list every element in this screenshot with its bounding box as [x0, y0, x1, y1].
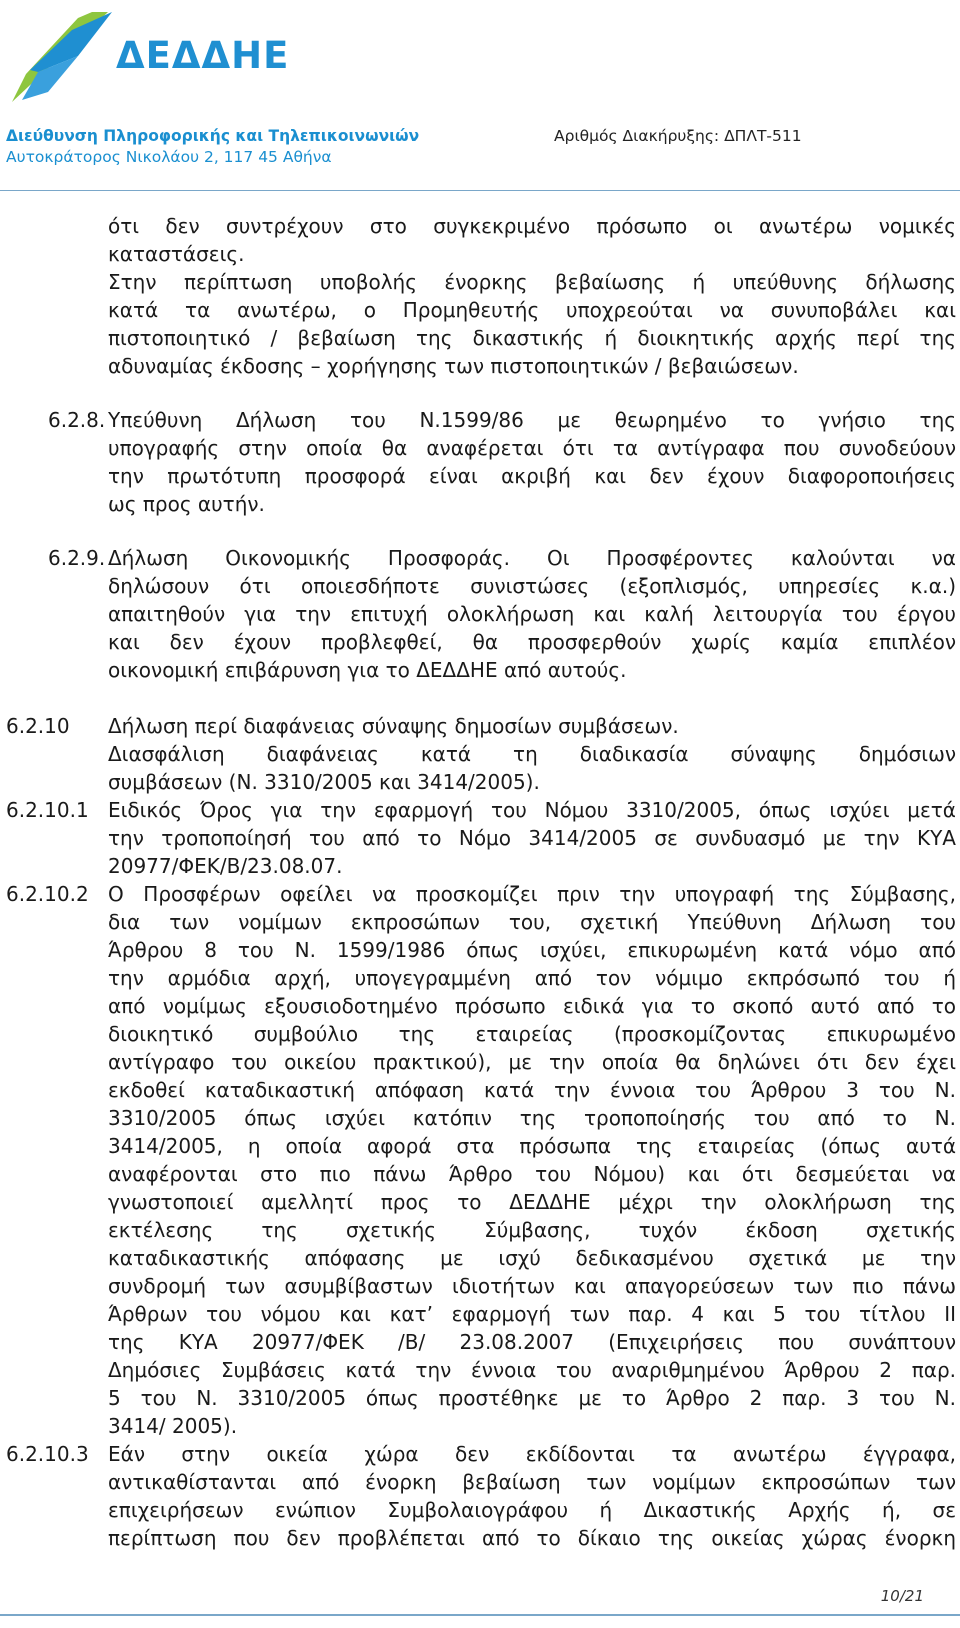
section-6-2-8 [48, 406, 956, 518]
text-line: περίπτωση που δεν προβλέπεται από το δίκαιο της οικείας χώρας ένορκη [108, 1526, 956, 1550]
text-line: καταδικαστικής απόφασης με ισχύ δεδικασμένου σχετικά με την [108, 1246, 956, 1270]
text-line: κατά τα ανωτέρω, ο Προμηθευτής υποχρεούται να συνυποβάλει και [108, 298, 956, 322]
document-body [0, 212, 960, 1552]
section-6-2-10-3 [6, 1440, 956, 1552]
text-line: και δεν έχουν προβλεφθεί, θα προσφερθούν χωρίς καμία επιπλέον [108, 630, 956, 654]
text-line: Ειδικός Όρος για την εφαρμογή του Νόμου 3310/2005, όπως ισχύει μετά [108, 798, 956, 822]
text-line: ότι δεν συντρέχουν στο συγκεκριμένο πρόσωπο οι ανωτέρω νομικές [108, 214, 956, 238]
text-line: απαιτηθούν για την επιτυχή ολοκλήρωση και καλή λειτουργία του έργου [108, 602, 956, 626]
text-line: γνωστοποιεί αμελλητί προς το ΔΕΔΔΗΕ μέχρι την ολοκλήρωση της [108, 1190, 956, 1214]
text-line: Δήλωση Οικονομικής Προσφοράς. Οι Προσφέροντες καλούνται να [108, 546, 956, 570]
address: Αυτοκράτορος Νικολάου 2, 117 45 Αθήνα [6, 148, 332, 166]
text-line: επιχειρήσεων ενώπιον Συμβολαιογράφου ή Δικαστικής Αρχής ή, σε [108, 1498, 956, 1522]
text-line: οικονομική επιβάρυνση για το ΔΕΔΔΗΕ από αυτούς. [108, 658, 627, 682]
text-line: 20977/ΦΕΚ/Β/23.08.07. [108, 854, 343, 878]
section-6-2-9 [48, 544, 956, 684]
section-number: 6.2.10.2 [6, 882, 89, 906]
section-number: 6.2.10.1 [6, 798, 89, 822]
text-line: Δήλωση περί διαφάνειας σύναψης δημοσίων συμβάσεων. [108, 714, 679, 738]
text-line: αναφέρονται στο πιο πάνω Άρθρο του Νόμου) και ότι δεσμεύεται να [108, 1162, 956, 1186]
section-6-2-10 [6, 712, 956, 796]
text-line: Δημόσιες Συμβάσεις κατά την έννοια του αναριθμημένου Άρθρου 2 παρ. [108, 1358, 956, 1382]
text-line: ως προς αυτήν. [108, 492, 265, 516]
text-line: συμβάσεων (Ν. 3310/2005 και 3414/2005). [108, 770, 540, 794]
section-number: 6.2.10 [6, 714, 70, 738]
text-line: υπογραφής στην οποία θα αναφέρεται ότι τα αντίγραφα που συνοδεύουν [108, 436, 956, 460]
text-line: Άρθρων του νόμου και κατ’ εφαρμογή των παρ. 4 και 5 του τίτλου ΙΙ [108, 1302, 956, 1326]
logo-text: ΔΕΔΔΗΕ [116, 34, 290, 77]
text-line: καταστάσεις. [108, 242, 245, 266]
text-line: συνδρομή των ασυμβίβαστων ιδιοτήτων και απαγορεύσεων των πιο πάνω [108, 1274, 956, 1298]
header-left [6, 126, 419, 168]
text-line: την πρωτότυπη προσφορά είναι ακριβή και δεν έχουν διαφοροποιήσεις [108, 464, 956, 488]
proclamation-number: Αριθμός Διακήρυξης: ΔΠΛΤ-511 [554, 127, 802, 145]
text-line: της ΚΥΑ 20977/ΦΕΚ /Β/ 23.08.2007 (Επιχειρήσεις που συνάπτουν [108, 1330, 956, 1354]
logo-mark-icon [8, 8, 118, 108]
text-line: 3414/2005, η οποία αφορά στα πρόσωπα της εταιρείας (όπως αυτά [108, 1134, 956, 1158]
text-line: Εάν στην οικεία χώρα δεν εκδίδονται τα ανωτέρω έγγραφα, [108, 1442, 956, 1466]
text-line: 3414/ 2005). [108, 1414, 238, 1438]
text-line: από νομίμως εξουσιοδοτημένο πρόσωπο ειδικά για το σκοπό αυτό από το [108, 994, 956, 1018]
text-line: Ο Προσφέρων οφείλει να προσκομίζει πριν την υπογραφή της Σύμβασης, [108, 882, 956, 906]
text-line: εκτέλεσης της σχετικής Σύμβασης, τυχόν έκδοση σχετικής [108, 1218, 956, 1242]
text-line: την αρμόδια αρχή, υπογεγραμμένη από τον νόμιμο εκπρόσωπό του ή [108, 966, 956, 990]
text-line: δηλώσουν ότι οποιεσδήποτε συνιστώσες (εξοπλισμός, υπηρεσίες κ.α.) [108, 574, 956, 598]
text-line: Στην περίπτωση υποβολής ένορκης βεβαίωσης ή υπεύθυνης δήλωσης [108, 270, 956, 294]
department-name: Διεύθυνση Πληροφορικής και Τηλεπικοινωνιών [6, 127, 420, 145]
page-number: 10/21 [880, 1587, 924, 1605]
footer-divider [0, 1614, 960, 1616]
text-line: πιστοποιητικό / βεβαίωση της δικαστικής ή διοικητικής αρχής περί της [108, 326, 956, 350]
paragraph-intro [108, 212, 956, 268]
text-line: εκδοθεί καταδικαστική απόφαση κατά την έννοια του Άρθρου 3 του Ν. [108, 1078, 956, 1102]
text-line: αντικαθίστανται από ένορκη βεβαίωση των νομίμων εκπροσώπων των [108, 1470, 956, 1494]
text-line: 3310/2005 όπως ισχύει κατόπιν της τροποποίησής του από το Ν. [108, 1106, 956, 1130]
header-divider [0, 190, 960, 191]
text-line: δια των νομίμων εκπροσώπων του, σχετική Υπεύθυνη Δήλωση του [108, 910, 956, 934]
text-line: Υπεύθυνη Δήλωση του Ν.1599/86 με θεωρημένο το γνήσιο της [108, 408, 956, 432]
text-line: 5 του Ν. 3310/2005 όπως προστέθηκε με το Άρθρο 2 παρ. 3 του Ν. [108, 1386, 956, 1410]
deddie-logo [8, 8, 298, 108]
text-line: αντίγραφο του οικείου πρακτικού), με την οποία θα δηλώνει ότι δεν έχει [108, 1050, 956, 1074]
section-number: 6.2.9. [48, 546, 106, 570]
text-line: Διασφάλιση διαφάνειας κατά τη διαδικασία σύναψης δημόσιων [108, 742, 956, 766]
section-number: 6.2.10.3 [6, 1442, 89, 1466]
text-line: την τροποποίησή του από το Νόμο 3414/2005 σε συνδυασμό με την ΚΥΑ [108, 826, 956, 850]
text-line: διοικητικό συμβούλιο της εταιρείας (προσκομίζοντας επικυρωμένο [108, 1022, 956, 1046]
text-line: αδυναμίας έκδοσης – χορήγησης των πιστοποιητικών / βεβαιώσεων. [108, 354, 799, 378]
text-line: Άρθρου 8 του Ν. 1599/1986 όπως ισχύει, επικυρωμένη κατά νόμο από [108, 938, 956, 962]
section-6-2-10-2 [6, 880, 956, 1440]
section-6-2-10-1 [6, 796, 956, 880]
section-number: 6.2.8. [48, 408, 106, 432]
paragraph-sworn-statement [108, 268, 956, 380]
